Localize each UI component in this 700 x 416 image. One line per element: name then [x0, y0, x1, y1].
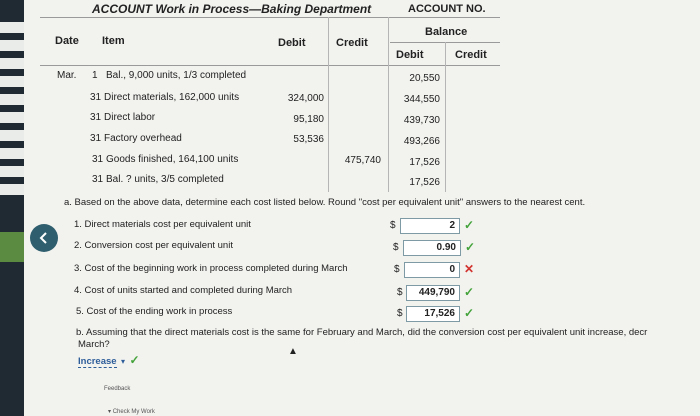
col-balance-debit: Debit: [396, 49, 424, 61]
change-select-value: Increase: [78, 356, 117, 367]
check-my-work-label: Check My Work: [112, 409, 155, 415]
x-mark-icon: ✕: [464, 262, 475, 276]
currency-symbol: $: [397, 308, 403, 319]
row-balance: 344,550: [403, 94, 440, 105]
row-item: Direct labor: [104, 112, 156, 123]
active-indicator: [0, 232, 24, 262]
part-b-instruction-cont: March?: [78, 339, 110, 350]
sidebar-tab[interactable]: [0, 94, 24, 105]
month-label: Mar.: [57, 70, 77, 81]
question-label: 3. Cost of the beginning work in process completed during March: [74, 263, 348, 274]
part-a-instruction: a. Based on the above data, determine each cost listed below. Round "cost per equivalent unit" answers to the nearest cent.: [64, 197, 586, 208]
sidebar-tab[interactable]: [0, 148, 24, 159]
col-debit: Debit: [278, 37, 306, 49]
row-credit: 475,740: [344, 155, 381, 166]
currency-symbol: $: [390, 220, 396, 231]
row-item: Direct materials, 162,000 units: [104, 92, 240, 103]
row-balance: 17,526: [409, 157, 440, 168]
col-item: Item: [102, 35, 125, 47]
left-sidebar: [0, 0, 24, 416]
row-balance: 20,550: [409, 73, 440, 84]
currency-symbol: $: [393, 242, 399, 253]
answer-input[interactable]: 0: [404, 262, 460, 278]
answer-input[interactable]: 449,790: [406, 285, 460, 301]
answer-input[interactable]: 17,526: [406, 306, 460, 322]
check-icon: ✓: [464, 285, 475, 299]
row-day: 31: [92, 154, 104, 165]
row-debit: 95,180: [293, 114, 324, 125]
divider: [388, 17, 389, 192]
feedback-label[interactable]: Feedback: [104, 386, 131, 392]
row-day: 31: [90, 92, 102, 103]
col-balance-credit: Credit: [455, 49, 487, 61]
row-debit: 53,536: [293, 134, 324, 145]
col-credit: Credit: [336, 37, 368, 49]
sidebar-tab[interactable]: [0, 130, 24, 141]
dropdown-caret-icon: ▾: [121, 357, 126, 366]
currency-symbol: $: [397, 287, 403, 298]
question-label: 5. Cost of the ending work in process: [76, 306, 233, 317]
answer-input[interactable]: 0.90: [403, 240, 461, 256]
row-balance: 493,266: [403, 136, 440, 147]
sidebar-tab[interactable]: [0, 112, 24, 123]
check-icon: ✓: [464, 218, 475, 232]
change-select[interactable]: [78, 351, 140, 369]
check-icon: ✓: [464, 306, 475, 320]
sidebar-tab[interactable]: [0, 76, 24, 87]
divider: [328, 17, 329, 192]
row-day: 31: [90, 112, 102, 123]
back-button[interactable]: [30, 224, 58, 252]
question-label: 2. Conversion cost per equivalent unit: [74, 240, 233, 251]
row-debit: 324,000: [287, 93, 324, 104]
row-item: Factory overhead: [104, 133, 182, 144]
col-balance: Balance: [425, 26, 468, 38]
part-b-instruction: b. Assuming that the direct materials cost is the same for February and March, did the conversion cost per equivalent unit increase, decr: [76, 327, 648, 338]
row-item: Bal. ? units, 3/5 completed: [106, 174, 224, 185]
sidebar-tab[interactable]: [0, 184, 24, 195]
row-balance: 439,730: [403, 115, 440, 126]
account-title: ACCOUNT Work in Process—Baking Department: [92, 2, 372, 16]
sidebar-tab[interactable]: [0, 22, 24, 33]
divider: [40, 17, 500, 18]
sidebar-tab[interactable]: [0, 166, 24, 177]
row-item: Bal., 9,000 units, 1/3 completed: [106, 70, 247, 81]
cursor-icon: ▲: [288, 346, 298, 357]
row-day: 1: [92, 70, 98, 81]
check-icon: ✓: [465, 240, 476, 254]
row-day: 31: [90, 133, 102, 144]
question-label: 1. Direct materials cost per equivalent unit: [74, 219, 251, 230]
divider: [40, 65, 500, 66]
row-item: Goods finished, 164,100 units: [106, 154, 239, 165]
currency-symbol: $: [394, 264, 400, 275]
account-no-label: ACCOUNT NO.: [408, 3, 486, 15]
chevron-left-icon: [37, 231, 51, 245]
question-label: 4. Cost of units started and completed during March: [74, 285, 293, 296]
divider: [445, 42, 446, 192]
row-balance: 17,526: [409, 177, 440, 188]
answer-input[interactable]: 2: [400, 218, 460, 234]
check-icon: ✓: [129, 353, 140, 367]
sidebar-tab[interactable]: [0, 40, 24, 51]
col-date: Date: [55, 35, 79, 47]
check-my-work-link[interactable]: ▾ Check My Work: [108, 409, 155, 415]
sidebar-tab[interactable]: [0, 58, 24, 69]
row-day: 31: [92, 174, 104, 185]
